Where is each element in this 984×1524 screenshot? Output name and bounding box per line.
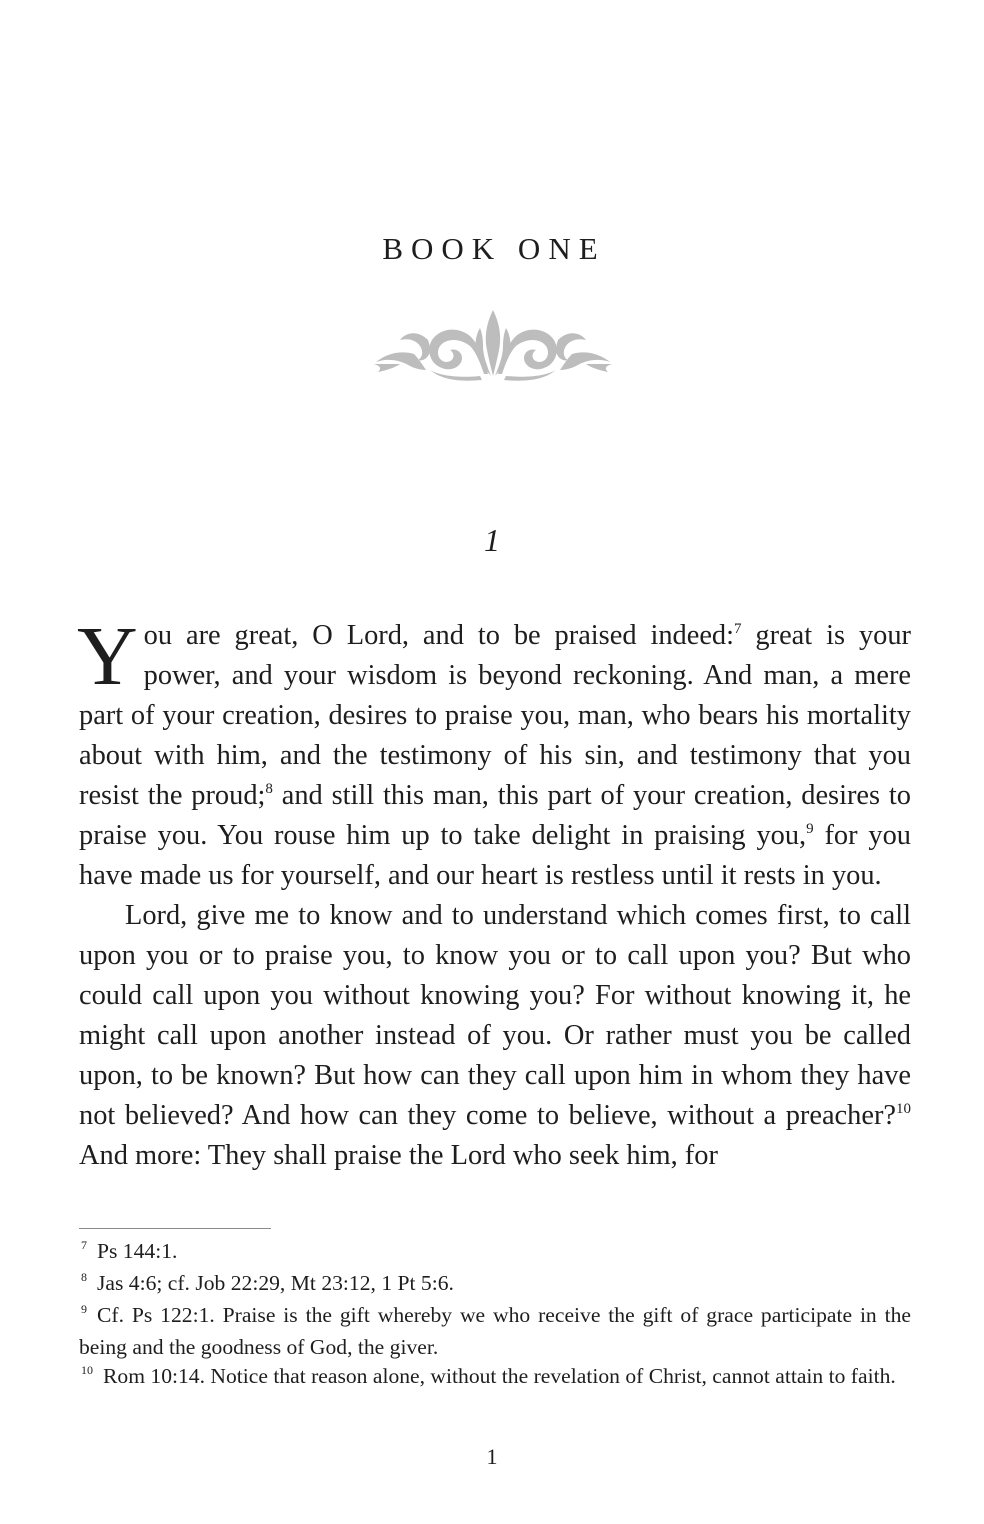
footnote-marker: 7 — [81, 1238, 87, 1252]
footnote-text: Rom 10:14. Notice that reason alone, without the revelation of Christ, cannot attain to faith. — [103, 1364, 896, 1388]
footnote-text: Jas 4:6; cf. Job 22:29, Mt 23:12, 1 Pt 5:6. — [97, 1271, 454, 1295]
footnote-divider — [79, 1228, 271, 1229]
paragraph-2 — [79, 896, 911, 1176]
paragraph-text: And more: They shall praise the Lord who seek him, for — [79, 1140, 718, 1171]
chapter-number: 1 — [484, 522, 500, 558]
footnote-7 — [79, 1237, 911, 1269]
paragraph-1 — [77, 610, 912, 896]
footnote-reference[interactable]: 7 — [734, 621, 742, 637]
fleuron-ornament-icon — [370, 306, 616, 384]
footnote-text: Cf. Ps 122:1. Praise is the gift whereby we who receive the gift of grace participate in the being and the goodness of God, the giver. — [79, 1303, 911, 1359]
footnotes — [79, 1237, 911, 1394]
footnote-9 — [79, 1301, 911, 1362]
paragraph-text: and still this man, this part of your creation, desires to praise you. You rouse him up to take delight in praising you, — [79, 780, 912, 851]
body-text — [77, 610, 912, 1176]
paragraph-text: for you have made us for yourself, and our heart is restless until it rests in you. — [79, 820, 911, 891]
footnote-marker: 8 — [81, 1270, 87, 1284]
footnote-text: Ps 144:1. — [97, 1239, 178, 1263]
paragraph-text: ou are great, O Lord, and to be praised indeed: — [143, 620, 735, 651]
paragraph-text: Lord, give me to know and to understand which comes first, to call upon you or to praise you, to know you or to call upon you? But who could call upon you without knowing you? For without knowing it, he might call upon another instead of you. Or rather must you be called upon, to be known? But how can they call upon him in whom they have not believed? And how can they come to believe, without a preacher? — [79, 900, 911, 1131]
page-number: 1 — [486, 1444, 498, 1469]
paragraph-text: great is your power, and your wisdom is beyond reckoning. And man, a mere part of your creation, desires to praise you, man, who bears his mortality about with him, and the testimony of his sin, and testimony that you resist the proud; — [79, 620, 911, 811]
footnote-marker: 10 — [81, 1363, 93, 1377]
footnote-reference[interactable]: 8 — [265, 781, 273, 797]
footnote-8 — [79, 1269, 911, 1301]
drop-cap: Y — [77, 610, 138, 703]
book-title: BOOK ONE — [382, 231, 606, 266]
footnote-reference[interactable]: 9 — [806, 821, 814, 837]
footnote-marker: 9 — [81, 1302, 87, 1316]
footnote-10 — [79, 1362, 911, 1394]
footnote-reference[interactable]: 10 — [896, 1101, 911, 1117]
